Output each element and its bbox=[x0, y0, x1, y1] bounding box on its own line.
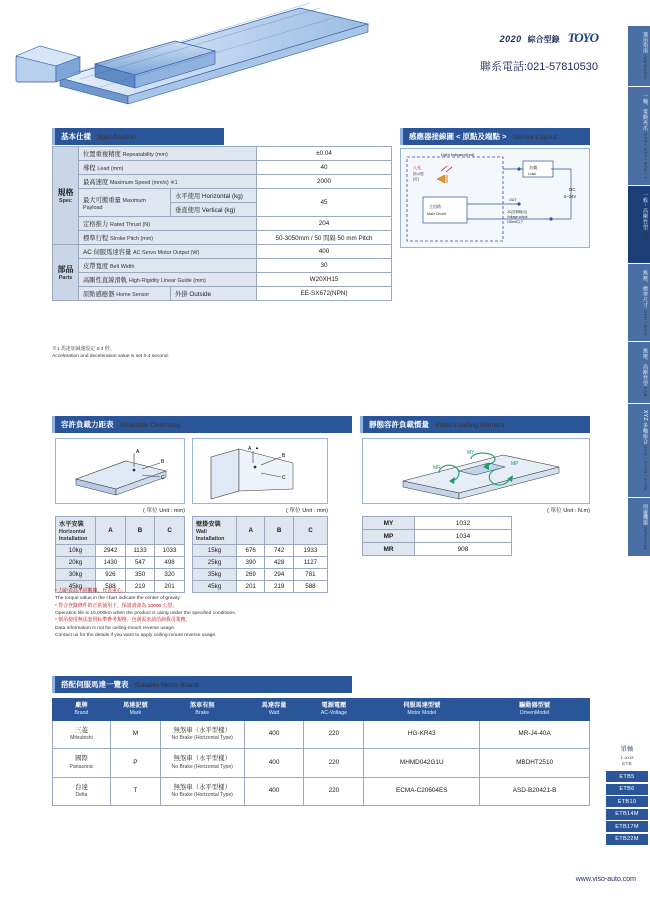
overhang-section-title bbox=[52, 416, 352, 433]
cell: 588 bbox=[96, 581, 126, 593]
cell: 428 bbox=[265, 557, 293, 569]
svg-text:MY: MY bbox=[467, 450, 475, 456]
cell-voltage: 220 bbox=[304, 720, 364, 749]
cell: 1133 bbox=[125, 545, 154, 557]
spec-title-en: Specification bbox=[97, 134, 136, 141]
svg-text:B: B bbox=[282, 453, 286, 459]
table-row bbox=[53, 749, 590, 778]
svg-text:MR: MR bbox=[433, 465, 441, 471]
cell: 926 bbox=[96, 569, 126, 581]
cell: 1033 bbox=[155, 545, 185, 557]
cell: 294 bbox=[265, 569, 293, 581]
model-tab-etb5[interactable]: ETB5 bbox=[606, 771, 648, 782]
spec-row-value: 50-3050mm / 50 間隔 50 mm Pitch bbox=[257, 231, 392, 245]
table-row bbox=[363, 543, 512, 556]
side-tab-4[interactable] bbox=[628, 342, 650, 403]
moment-diagram bbox=[363, 439, 591, 505]
cell-watt: 400 bbox=[244, 749, 304, 778]
cell: 742 bbox=[265, 545, 293, 557]
spec-row-label: 高剛性直線滑軌 High-Rigidity Linear Guide (mm) bbox=[79, 273, 257, 287]
sensor-wiring-diagram bbox=[401, 149, 591, 249]
side-tab-sub: XYG / XYTB / XYTB bbox=[643, 446, 648, 491]
table-row bbox=[53, 273, 392, 287]
moment-title-zh: 靜態容許負載慣量 bbox=[369, 420, 429, 429]
table-row bbox=[53, 720, 590, 749]
cell: 350 bbox=[125, 569, 154, 581]
svg-text:Light indicator(red): Light indicator(red) bbox=[441, 152, 475, 157]
col-a: A bbox=[96, 517, 126, 545]
spec-row-sublabel: 垂直使用 Vertical (kg) bbox=[171, 203, 257, 217]
sensor-section-title bbox=[400, 128, 590, 145]
spec-row-value: 204 bbox=[257, 217, 392, 231]
cell: 201 bbox=[237, 581, 265, 593]
sensor-title-zh: 感應器接線圖 < 原點及端點 > bbox=[409, 132, 507, 141]
footer-url[interactable]: www.viso-auto.com bbox=[575, 876, 636, 883]
table-row bbox=[363, 530, 512, 543]
model-tab-strip[interactable] bbox=[606, 746, 648, 846]
svg-text:OUT: OUT bbox=[509, 198, 517, 202]
cell: 1127 bbox=[293, 557, 327, 569]
cell-voltage: 220 bbox=[304, 777, 364, 806]
overhang-title-en: Allowable Overhang bbox=[119, 422, 181, 429]
spec-row-label: AC 伺服馬達容量 AC Servo Motor Output (W) bbox=[79, 245, 257, 259]
svg-text:JC(控制輸出): JC(控制輸出) bbox=[507, 210, 527, 214]
table-row bbox=[193, 517, 328, 545]
side-tab-3[interactable] bbox=[628, 264, 650, 341]
cell: 20kg bbox=[56, 557, 96, 569]
overhang-notes bbox=[55, 588, 355, 640]
table-row bbox=[53, 161, 392, 175]
table-row bbox=[53, 777, 590, 806]
cell: 219 bbox=[265, 581, 293, 593]
note-line: Data information is not for ceiling-mount reverse usage. bbox=[55, 625, 176, 631]
svg-text:DC: DC bbox=[569, 187, 576, 192]
cell: 30kg bbox=[56, 569, 96, 581]
table-row bbox=[53, 231, 392, 245]
col-a: A bbox=[237, 517, 265, 545]
cell-mark: T bbox=[110, 777, 160, 806]
th-watt: 馬達容量 Watt bbox=[244, 699, 304, 721]
cell: 201 bbox=[155, 581, 185, 593]
catalog-name: 綜合型錄 bbox=[527, 35, 560, 44]
cell: 1933 bbox=[293, 545, 327, 557]
th-voltage: 電源電壓 AC-Voltage bbox=[304, 699, 364, 721]
table-row bbox=[56, 569, 185, 581]
table-row bbox=[53, 175, 392, 189]
svg-text:B: B bbox=[161, 459, 165, 465]
spec-row-label: 皮帶寬度 Belt Width bbox=[79, 259, 257, 273]
cell-brake: 無煞車（水平型樣） No Brake (Horizontal Type) bbox=[160, 720, 244, 749]
cell: 588 bbox=[293, 581, 327, 593]
table-row bbox=[53, 245, 392, 259]
side-tab-label: XYZ 多軸組合 bbox=[642, 410, 648, 445]
model-tab-etb10[interactable]: ETB10 bbox=[606, 796, 648, 807]
moment-key: MP bbox=[363, 530, 415, 543]
side-tab-sub: GTH / GTY / ETH / T bbox=[643, 132, 648, 180]
overhang-unit-horizontal: ( 單位 Unit : mm) bbox=[143, 508, 185, 514]
col-b: B bbox=[265, 517, 293, 545]
cell: 2942 bbox=[96, 545, 126, 557]
moment-figure bbox=[362, 438, 590, 504]
specification-table bbox=[52, 146, 392, 301]
side-tab-label: 周邊機器 bbox=[642, 503, 648, 526]
cell-brand: 三菱 Mitsubishi bbox=[53, 720, 111, 749]
sensor-title-en: Sensor Layout bbox=[512, 134, 557, 141]
cell-mark: M bbox=[110, 720, 160, 749]
table-row bbox=[56, 557, 185, 569]
cell-motor-model: HG-KR43 bbox=[364, 720, 480, 749]
spec-row-label: 標準行程 Stroke Pitch (mm) bbox=[79, 231, 257, 245]
side-tab-label: 無塵、高剛性型 bbox=[642, 347, 648, 386]
overhang-horizontal-figure bbox=[55, 438, 185, 504]
svg-text:5~24V: 5~24V bbox=[564, 194, 577, 199]
cell-voltage: 220 bbox=[304, 749, 364, 778]
cell: 781 bbox=[293, 569, 327, 581]
note-line: Contact us for the details if you want to apply ceiling-mount reverse usage. bbox=[55, 633, 217, 639]
svg-text:Load: Load bbox=[528, 172, 536, 176]
table-row bbox=[56, 517, 185, 545]
svg-text:A: A bbox=[136, 449, 140, 455]
cell-watt: 400 bbox=[244, 777, 304, 806]
moment-unit: ( 單位 Unit : N.m) bbox=[547, 508, 590, 514]
svg-text:指示燈: 指示燈 bbox=[413, 172, 424, 176]
svg-text:Voltage output: Voltage output bbox=[507, 215, 528, 219]
cell-driver-model: MBDHT2510 bbox=[480, 749, 590, 778]
svg-text:MP: MP bbox=[511, 461, 519, 467]
table-row bbox=[53, 287, 392, 301]
side-tab-sub: Reference bbox=[643, 527, 648, 551]
cell: 320 bbox=[155, 569, 185, 581]
table-row bbox=[363, 517, 512, 530]
spec-group-label-spec: 規格 Spec bbox=[53, 147, 79, 245]
spec-footnote: ※1 馬達加減速設定 0.4 秒。 Acceleration and deceleration value is set 0.4 second. bbox=[52, 347, 169, 360]
catalog-year: 2020 bbox=[499, 34, 522, 44]
table-row bbox=[193, 569, 328, 581]
note-line: * 倒吊使用無法套用标準參考規格，包刮需求請洽詢我司業務。 bbox=[55, 618, 191, 624]
cell-watt: 400 bbox=[244, 720, 304, 749]
spec-row-label: 原點感應器 Home Sensor bbox=[79, 287, 171, 301]
note-line: Operation life is 10,000km when the product is using under the specified conditions. bbox=[55, 611, 237, 617]
spec-row-sublabel: 水平使用 Horizontal (kg) bbox=[171, 189, 257, 203]
cell: 1430 bbox=[96, 557, 126, 569]
brand-logo: TOYO bbox=[567, 30, 598, 45]
cell: 15kg bbox=[193, 545, 237, 557]
spec-row-label: 導程 Lead (mm) bbox=[79, 161, 257, 175]
overhang-table-horizontal bbox=[55, 516, 185, 593]
motor-title-en: Suitable Motor Brand bbox=[134, 682, 199, 689]
table-row bbox=[53, 147, 392, 161]
cell-mark: P bbox=[110, 749, 160, 778]
horizontal-mount-diagram bbox=[56, 439, 186, 505]
overhang-caption: 壁掛安裝 Wall Installation bbox=[193, 517, 237, 545]
actuator-illustration bbox=[0, 0, 370, 108]
cell-brand: 台達 Delta bbox=[53, 777, 111, 806]
spec-row-label: 最大可搬重量 Maximum Payload bbox=[79, 189, 171, 217]
svg-text:Main Circuit: Main Circuit bbox=[427, 212, 446, 216]
side-tab-5[interactable] bbox=[628, 404, 650, 497]
table-row bbox=[53, 259, 392, 273]
overhang-title-zh: 容許負載力距表 bbox=[61, 420, 114, 429]
sensor-diagram-frame bbox=[400, 148, 590, 248]
spec-row-value: ±0.04 bbox=[257, 147, 392, 161]
spec-section-title bbox=[52, 128, 224, 145]
side-tab-strip[interactable] bbox=[628, 26, 650, 557]
cell: 45kg bbox=[193, 581, 237, 593]
model-tab-etb22m[interactable]: ETB22M bbox=[606, 834, 648, 845]
suitable-motor-table bbox=[52, 698, 590, 806]
side-tab-0[interactable] bbox=[628, 26, 650, 86]
cell: 35kg bbox=[193, 569, 237, 581]
svg-text:入光: 入光 bbox=[413, 165, 421, 170]
side-tab-2[interactable] bbox=[628, 186, 650, 263]
th-motor-model: 伺服馬達型號 Motor Model bbox=[364, 699, 480, 721]
cell-driver-model: MR-J4-40A bbox=[480, 720, 590, 749]
spec-row-label: 最高速度 Maximum Speed (mm/s) ※1 bbox=[79, 175, 257, 189]
table-row bbox=[193, 545, 328, 557]
side-tab-6[interactable] bbox=[628, 498, 650, 556]
side-tab-label: 無塵、標準尺寸 bbox=[642, 270, 648, 308]
th-mark: 馬達記號 Mark bbox=[110, 699, 160, 721]
cell: 269 bbox=[237, 569, 265, 581]
spec-title-zh: 基本仕樣 bbox=[61, 132, 91, 141]
svg-text:(紅): (紅) bbox=[413, 177, 419, 181]
note-line: The torque value in the chart indicate the center of gravity. bbox=[55, 596, 181, 602]
spec-row-value: 30 bbox=[257, 259, 392, 273]
static-moment-table bbox=[362, 516, 512, 556]
side-tab-sub: GCH / ECH bbox=[643, 309, 648, 335]
note-line: * 符合登錄條件的正常使用下，保證壽命為 10000 公里。 bbox=[55, 603, 178, 609]
svg-text:100mA以下: 100mA以下 bbox=[507, 220, 524, 224]
overhang-caption: 水平安裝 Horizontal Installation bbox=[56, 517, 96, 545]
cell: 390 bbox=[237, 557, 265, 569]
spec-row-value: 2000 bbox=[257, 175, 392, 189]
table-row bbox=[193, 557, 328, 569]
motor-section-title bbox=[52, 676, 352, 693]
moment-key: MY bbox=[363, 517, 415, 530]
col-c: C bbox=[155, 517, 185, 545]
th-driver-model: 驅動器型號 DrivenModel bbox=[480, 699, 590, 721]
svg-text:C: C bbox=[161, 475, 165, 481]
spec-row-label: 定格推力 Rated Thrust (N) bbox=[79, 217, 257, 231]
svg-text:C: C bbox=[282, 475, 286, 481]
side-tab-sub: Application bbox=[643, 55, 648, 81]
moment-value: 1032 bbox=[415, 517, 512, 530]
th-brand: 廠牌 Brand bbox=[53, 699, 111, 721]
cell: 25kg bbox=[193, 557, 237, 569]
svg-text:負載: 負載 bbox=[529, 165, 538, 170]
table-row bbox=[53, 189, 392, 203]
cell: 45kg bbox=[56, 581, 96, 593]
spec-row-value: 45 bbox=[257, 189, 392, 217]
cell-brake: 無煞車（水平型樣） No Brake (Horizontal Type) bbox=[160, 777, 244, 806]
cell-driver-model: ASD-B20421-B bbox=[480, 777, 590, 806]
spec-row-value: W20XH15 bbox=[257, 273, 392, 287]
moment-title-en: Static Loading Moment bbox=[435, 422, 505, 429]
model-tab-etb14m[interactable]: ETB14M bbox=[606, 809, 648, 820]
moment-section-title bbox=[360, 416, 590, 433]
contact-phone: 聯系電話:021-57810530 bbox=[479, 61, 598, 73]
col-b: B bbox=[125, 517, 154, 545]
spec-row-sublabel: 外掛 Outside bbox=[171, 287, 257, 301]
side-tab-label: 選用指南 bbox=[642, 32, 648, 54]
overhang-unit-wall: ( 單位 Unit : mm) bbox=[286, 508, 328, 514]
spec-row-label: 位置重複精度 Repeatability (mm) bbox=[79, 147, 257, 161]
spec-row-value: 40 bbox=[257, 161, 392, 175]
model-tab-header: 單軸 1 axis ETB bbox=[606, 746, 648, 770]
cell: 498 bbox=[155, 557, 185, 569]
side-tab-sub: ETB Series bbox=[643, 231, 648, 258]
moment-key: MR bbox=[363, 543, 415, 556]
cell-brake: 無煞車（水平型樣） No Brake (Horizontal Type) bbox=[160, 749, 244, 778]
cell: 547 bbox=[125, 557, 154, 569]
cell-motor-model: MHMD042G1U bbox=[364, 749, 480, 778]
model-tab-etb17m[interactable]: ETB17M bbox=[606, 821, 648, 832]
overhang-table-wall bbox=[192, 516, 328, 593]
svg-text:A: A bbox=[248, 446, 252, 452]
overhang-wall-figure bbox=[192, 438, 328, 504]
cell-brand: 國際 Panasonic bbox=[53, 749, 111, 778]
cell: 219 bbox=[125, 581, 154, 593]
side-tab-sub: ECB bbox=[643, 387, 648, 398]
header-hero bbox=[0, 0, 608, 108]
header-meta bbox=[500, 30, 598, 46]
svg-text:主回路: 主回路 bbox=[429, 204, 441, 209]
table-header-row bbox=[53, 699, 590, 721]
table-row bbox=[56, 545, 185, 557]
th-brake: 煞車有無 Brake bbox=[160, 699, 244, 721]
wall-mount-diagram bbox=[193, 439, 329, 505]
col-c: C bbox=[293, 517, 327, 545]
table-row bbox=[53, 217, 392, 231]
cell-motor-model: ECMA-C20604ES bbox=[364, 777, 480, 806]
spec-group-label-parts: 部品 Parts bbox=[53, 245, 79, 301]
side-tab-label: 一般・高剛性型 bbox=[642, 192, 648, 231]
moment-value: 908 bbox=[415, 543, 512, 556]
svg-text:▲: ▲ bbox=[255, 445, 259, 450]
side-tab-label: 一軸、電動夾爪 bbox=[642, 93, 648, 132]
spec-row-value: EE-SX672(NPN) bbox=[257, 287, 392, 301]
motor-title-zh: 搭配伺服馬達一覽表 bbox=[61, 680, 129, 689]
note-line: * 力距表為不同數據，代表重心。 bbox=[55, 589, 127, 594]
moment-value: 1034 bbox=[415, 530, 512, 543]
cell: 676 bbox=[237, 545, 265, 557]
cell: 10kg bbox=[56, 545, 96, 557]
model-tab-etb6[interactable]: ETB6 bbox=[606, 784, 648, 795]
spec-row-value: 400 bbox=[257, 245, 392, 259]
side-tab-1[interactable] bbox=[628, 87, 650, 185]
